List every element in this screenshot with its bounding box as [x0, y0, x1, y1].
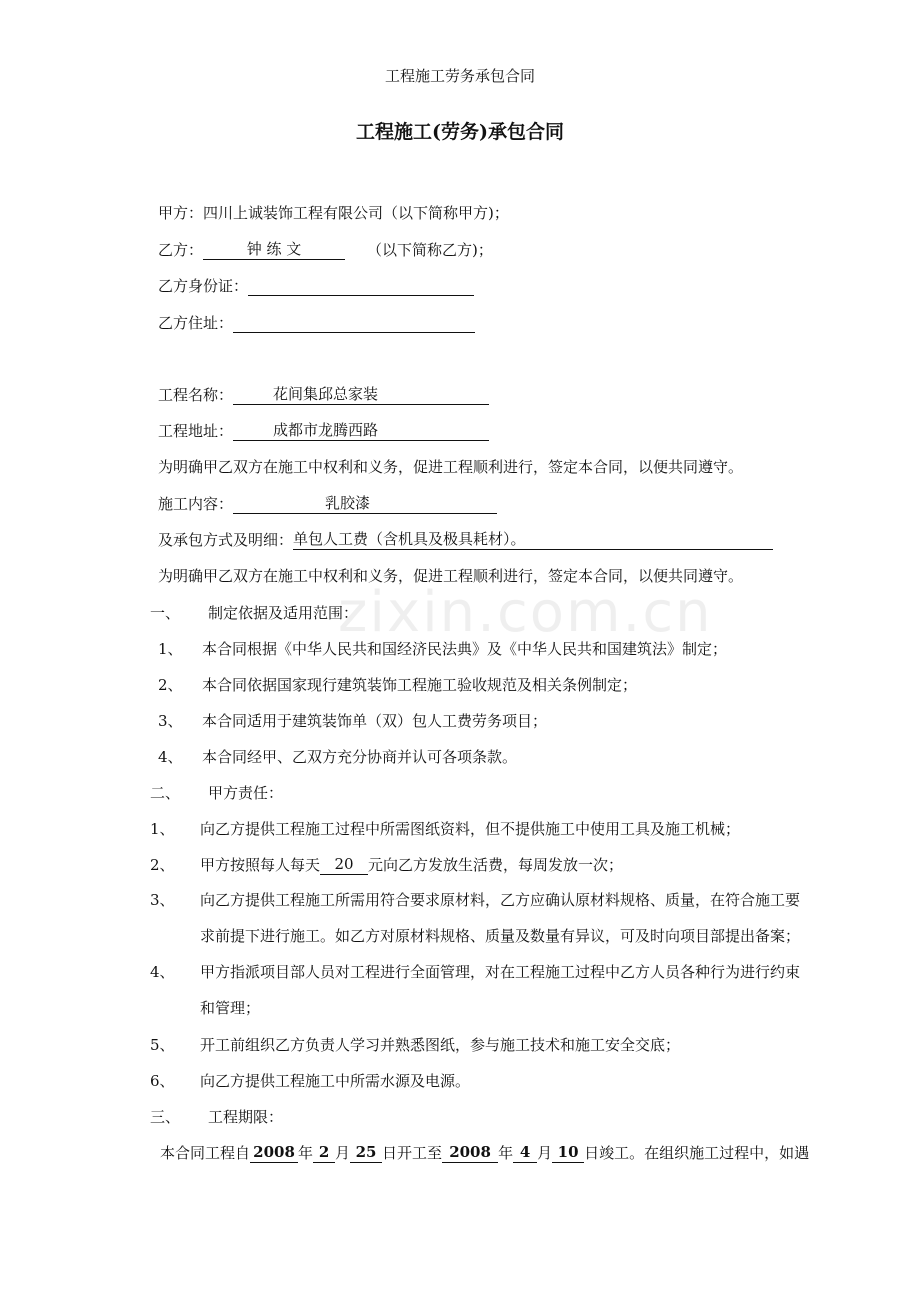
project-name-value: 花间集邱总家装: [233, 385, 489, 405]
party-b-label: 乙方：: [158, 241, 204, 259]
section-2-item: [150, 890, 800, 910]
section-1-item: [158, 675, 637, 695]
section-3-number: 三、: [150, 1108, 181, 1126]
end-year: 2008: [442, 1143, 498, 1163]
party-b-address-line: [158, 313, 475, 333]
section-2-item: [150, 1035, 680, 1055]
party-b-line: [158, 240, 493, 260]
document-title: 工程施工(劳务)承包合同: [356, 121, 564, 143]
allowance-text-after: 元向乙方发放生活费，每周发放一次；: [368, 856, 624, 874]
section-2-item: [150, 1071, 470, 1091]
section-2-number: 二、: [150, 784, 181, 802]
section-1-item-text: 本合同根据《中华人民共和国经济民法典》及《中华人民共和国建筑法》制定；: [202, 640, 728, 658]
construction-content-label: 施工内容：: [158, 495, 234, 513]
start-year: 2008: [250, 1143, 298, 1163]
section-2-title: 甲方责任：: [208, 784, 284, 802]
party-b-name: 钟 练 文: [203, 240, 345, 260]
section-2-item-number: 5、: [150, 1036, 175, 1054]
section-1-item-text: 本合同依据国家现行建筑装饰工程施工验收规范及相关条例制定；: [202, 676, 638, 694]
party-b-suffix: （以下简称乙方)；: [367, 241, 493, 259]
project-name-label: 工程名称：: [158, 386, 234, 404]
contract-period-line: [160, 1143, 809, 1163]
month-char: 月: [537, 1144, 553, 1162]
year-char: 年: [498, 1144, 514, 1162]
section-2-item-continuation: 和管理；: [200, 999, 261, 1017]
section-1-item-number: 4、: [158, 748, 183, 766]
page-header-title: 工程施工劳务承包合同: [384, 67, 535, 85]
start-suffix: 日开工至: [382, 1144, 443, 1162]
section-2-item-text: 甲方指派项目部人员对工程进行全面管理，对在工程施工过程中乙方人员各种行为进行约束: [200, 963, 801, 981]
section-1-item-text: 本合同适用于建筑装饰单（双）包人工费劳务项目；: [202, 712, 548, 730]
section-1-item: [158, 639, 727, 659]
section-1-number: 一、: [150, 604, 181, 622]
contract-method-line: [158, 530, 773, 550]
party-b-id-label: 乙方身份证：: [158, 277, 249, 295]
section-2-item-text: 开工前组织乙方负责人学习并熟悉图纸，参与施工技术和施工安全交底；: [200, 1036, 681, 1054]
party-b-address-label: 乙方住址：: [158, 314, 234, 332]
end-day: 10: [552, 1143, 584, 1163]
party-a-line: 甲方：四川上诚装饰工程有限公司（以下简称甲方)；: [158, 204, 509, 222]
year-char: 年: [298, 1144, 314, 1162]
project-address-line: [158, 421, 489, 441]
section-2-item-text: 向乙方提供工程施工过程中所需图纸资料，但不提供施工中使用工具及施工机械；: [200, 820, 741, 838]
daily-allowance-amount: 20: [320, 855, 368, 875]
section-3-title: 工程期限：: [208, 1108, 284, 1126]
party-b-id-blank: [248, 277, 474, 296]
section-2-heading: [150, 783, 283, 803]
section-2-item-number: 1、: [150, 820, 175, 838]
purpose-paragraph: 为明确甲乙双方在施工中权利和义务，促进工程顺利进行，签定本合同，以便共同遵守。: [158, 458, 744, 476]
construction-content-value: 乳胶漆: [233, 494, 497, 514]
section-2-item-number: 2、: [150, 856, 175, 874]
section-1-item-number: 3、: [158, 712, 183, 730]
section-2-item-allowance: [150, 855, 623, 875]
section-2-item: [150, 819, 740, 839]
party-b-id-line: [158, 276, 474, 296]
section-2-item-number: 4、: [150, 963, 175, 981]
section-1-item: [158, 747, 517, 767]
purpose-paragraph-repeat: 为明确甲乙双方在施工中权利和义务，促进工程顺利进行，签定本合同，以便共同遵守。: [158, 567, 744, 585]
project-address-label: 工程地址：: [158, 422, 234, 440]
end-suffix: 日竣工。在组织施工过程中，如遇: [584, 1144, 810, 1162]
start-day: 25: [350, 1143, 382, 1163]
section-2-item: [150, 962, 800, 982]
section-2-item-number: 3、: [150, 891, 175, 909]
section-1-item-number: 1、: [158, 640, 183, 658]
section-2-item-text: 向乙方提供工程施工所需用符合要求原材料，乙方应确认原材料规格、质量，在符合施工要: [200, 891, 801, 909]
start-month: 2: [313, 1143, 335, 1163]
watermark: zixin.com.cn: [338, 580, 713, 645]
section-1-item-number: 2、: [158, 676, 183, 694]
allowance-text-before: 甲方按照每人每天: [200, 856, 321, 874]
project-name-line: [158, 385, 489, 405]
section-2-item-text: 向乙方提供工程施工中所需水源及电源。: [200, 1072, 471, 1090]
section-1-item: [158, 711, 547, 731]
section-1-heading: [150, 603, 358, 623]
construction-content-line: [158, 494, 497, 514]
contract-method-value: 单包人工费（含机具及极具耗材）。: [293, 530, 773, 550]
party-b-address-blank: [233, 314, 475, 333]
section-2-item-continuation: 求前提下进行施工。如乙方对原材料规格、质量及数量有异议，可及时向项目部提出备案；: [200, 927, 801, 945]
section-1-title: 制定依据及适用范围：: [208, 604, 359, 622]
section-2-item-number: 6、: [150, 1072, 175, 1090]
project-address-value: 成都市龙腾西路: [233, 421, 489, 441]
section-3-heading: [150, 1107, 283, 1127]
section-1-item-text: 本合同经甲、乙双方充分协商并认可各项条款。: [202, 748, 518, 766]
end-month: 4: [513, 1143, 537, 1163]
month-char: 月: [335, 1144, 351, 1162]
contract-method-label: 及承包方式及明细：: [158, 531, 294, 549]
period-intro: 本合同工程自: [160, 1144, 251, 1162]
